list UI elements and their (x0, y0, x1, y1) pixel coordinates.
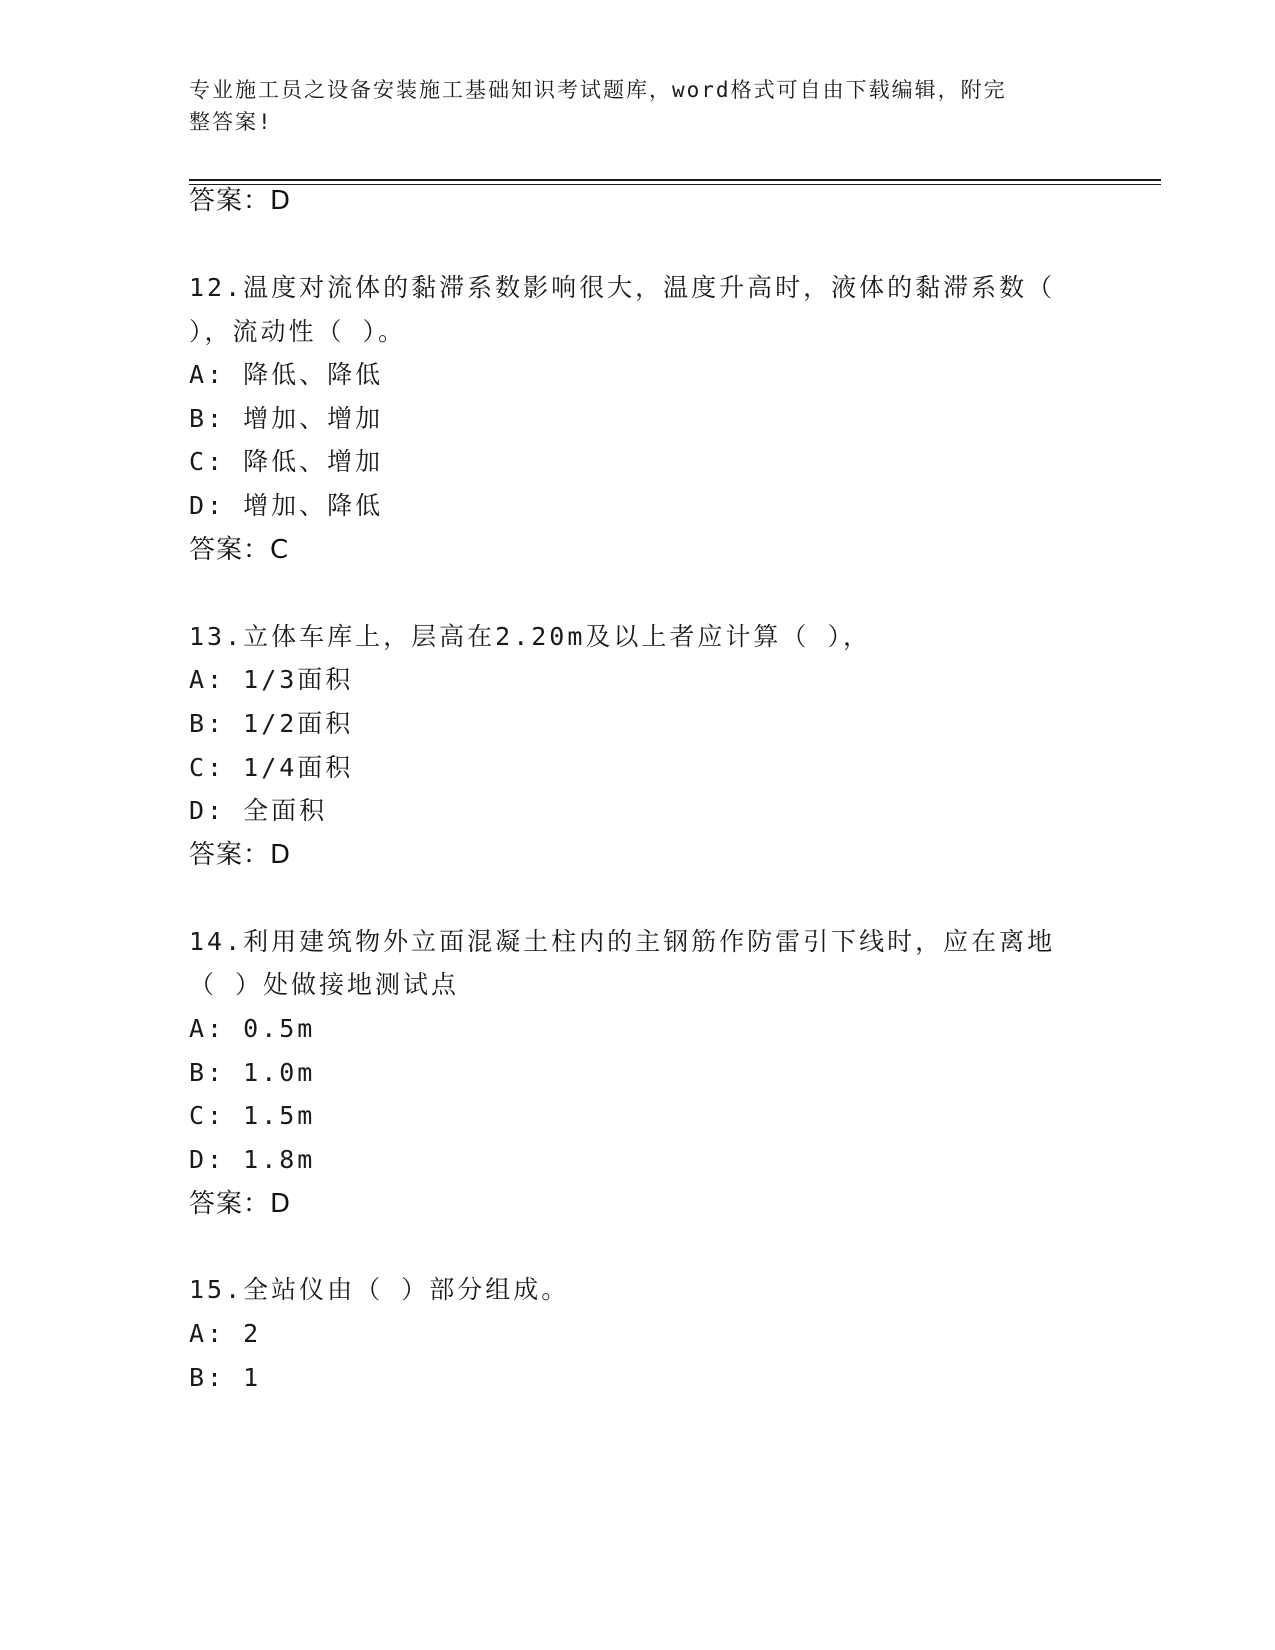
question-12-answer: 答案：C (189, 535, 290, 565)
question-13-option-a: A: 1/3面积 (189, 665, 354, 694)
question-13-option-b: B: 1/2面积 (189, 709, 354, 738)
header-line-2: 整答案! (189, 110, 273, 134)
question-12-option-b: B: 增加、增加 (189, 404, 384, 433)
question-13-answer: 答案：D (189, 840, 292, 870)
question-14-option-a: A: 0.5m (189, 1014, 316, 1043)
question-13-text-line-1: 13.立体车库上，层高在2.20m及以上者应计算（ ）， (189, 622, 871, 651)
question-15-option-a: A: 2 (189, 1319, 262, 1348)
question-14-option-d: D: 1.8m (189, 1145, 316, 1174)
question-14-option-c: C: 1.5m (189, 1101, 316, 1130)
previous-answer: 答案：D (189, 186, 292, 216)
question-12-option-d: D: 增加、降低 (189, 491, 384, 520)
header-divider-thin (189, 184, 1161, 185)
question-13-option-d: D: 全面积 (189, 796, 328, 825)
question-12-text-line-1: 12.温度对流体的黏滞系数影响很大，温度升高时，液体的黏滞系数（ (189, 273, 1056, 302)
question-12-text-line-2: ），流动性（ ）。 (189, 317, 407, 346)
question-14-answer: 答案：D (189, 1189, 292, 1219)
question-14-text-line-2: （ ）处做接地测试点 (189, 970, 460, 999)
question-15-option-b: B: 1 (189, 1363, 262, 1392)
question-14-option-b: B: 1.0m (189, 1058, 316, 1087)
question-13-option-c: C: 1/4面积 (189, 753, 354, 782)
header-line-1: 专业施工员之设备安装施工基础知识考试题库，word格式可自由下载编辑，附完 (189, 78, 1007, 102)
header-divider (189, 179, 1161, 181)
question-12-option-c: C: 降低、增加 (189, 447, 384, 476)
document-header (189, 74, 1069, 138)
question-15-text-line-1: 15.全站仪由（ ）部分组成。 (189, 1275, 570, 1304)
question-12-option-a: A: 降低、降低 (189, 360, 384, 389)
question-14-text-line-1: 14.利用建筑物外立面混凝土柱内的主钢筋作防雷引下线时，应在离地 (189, 927, 1056, 956)
